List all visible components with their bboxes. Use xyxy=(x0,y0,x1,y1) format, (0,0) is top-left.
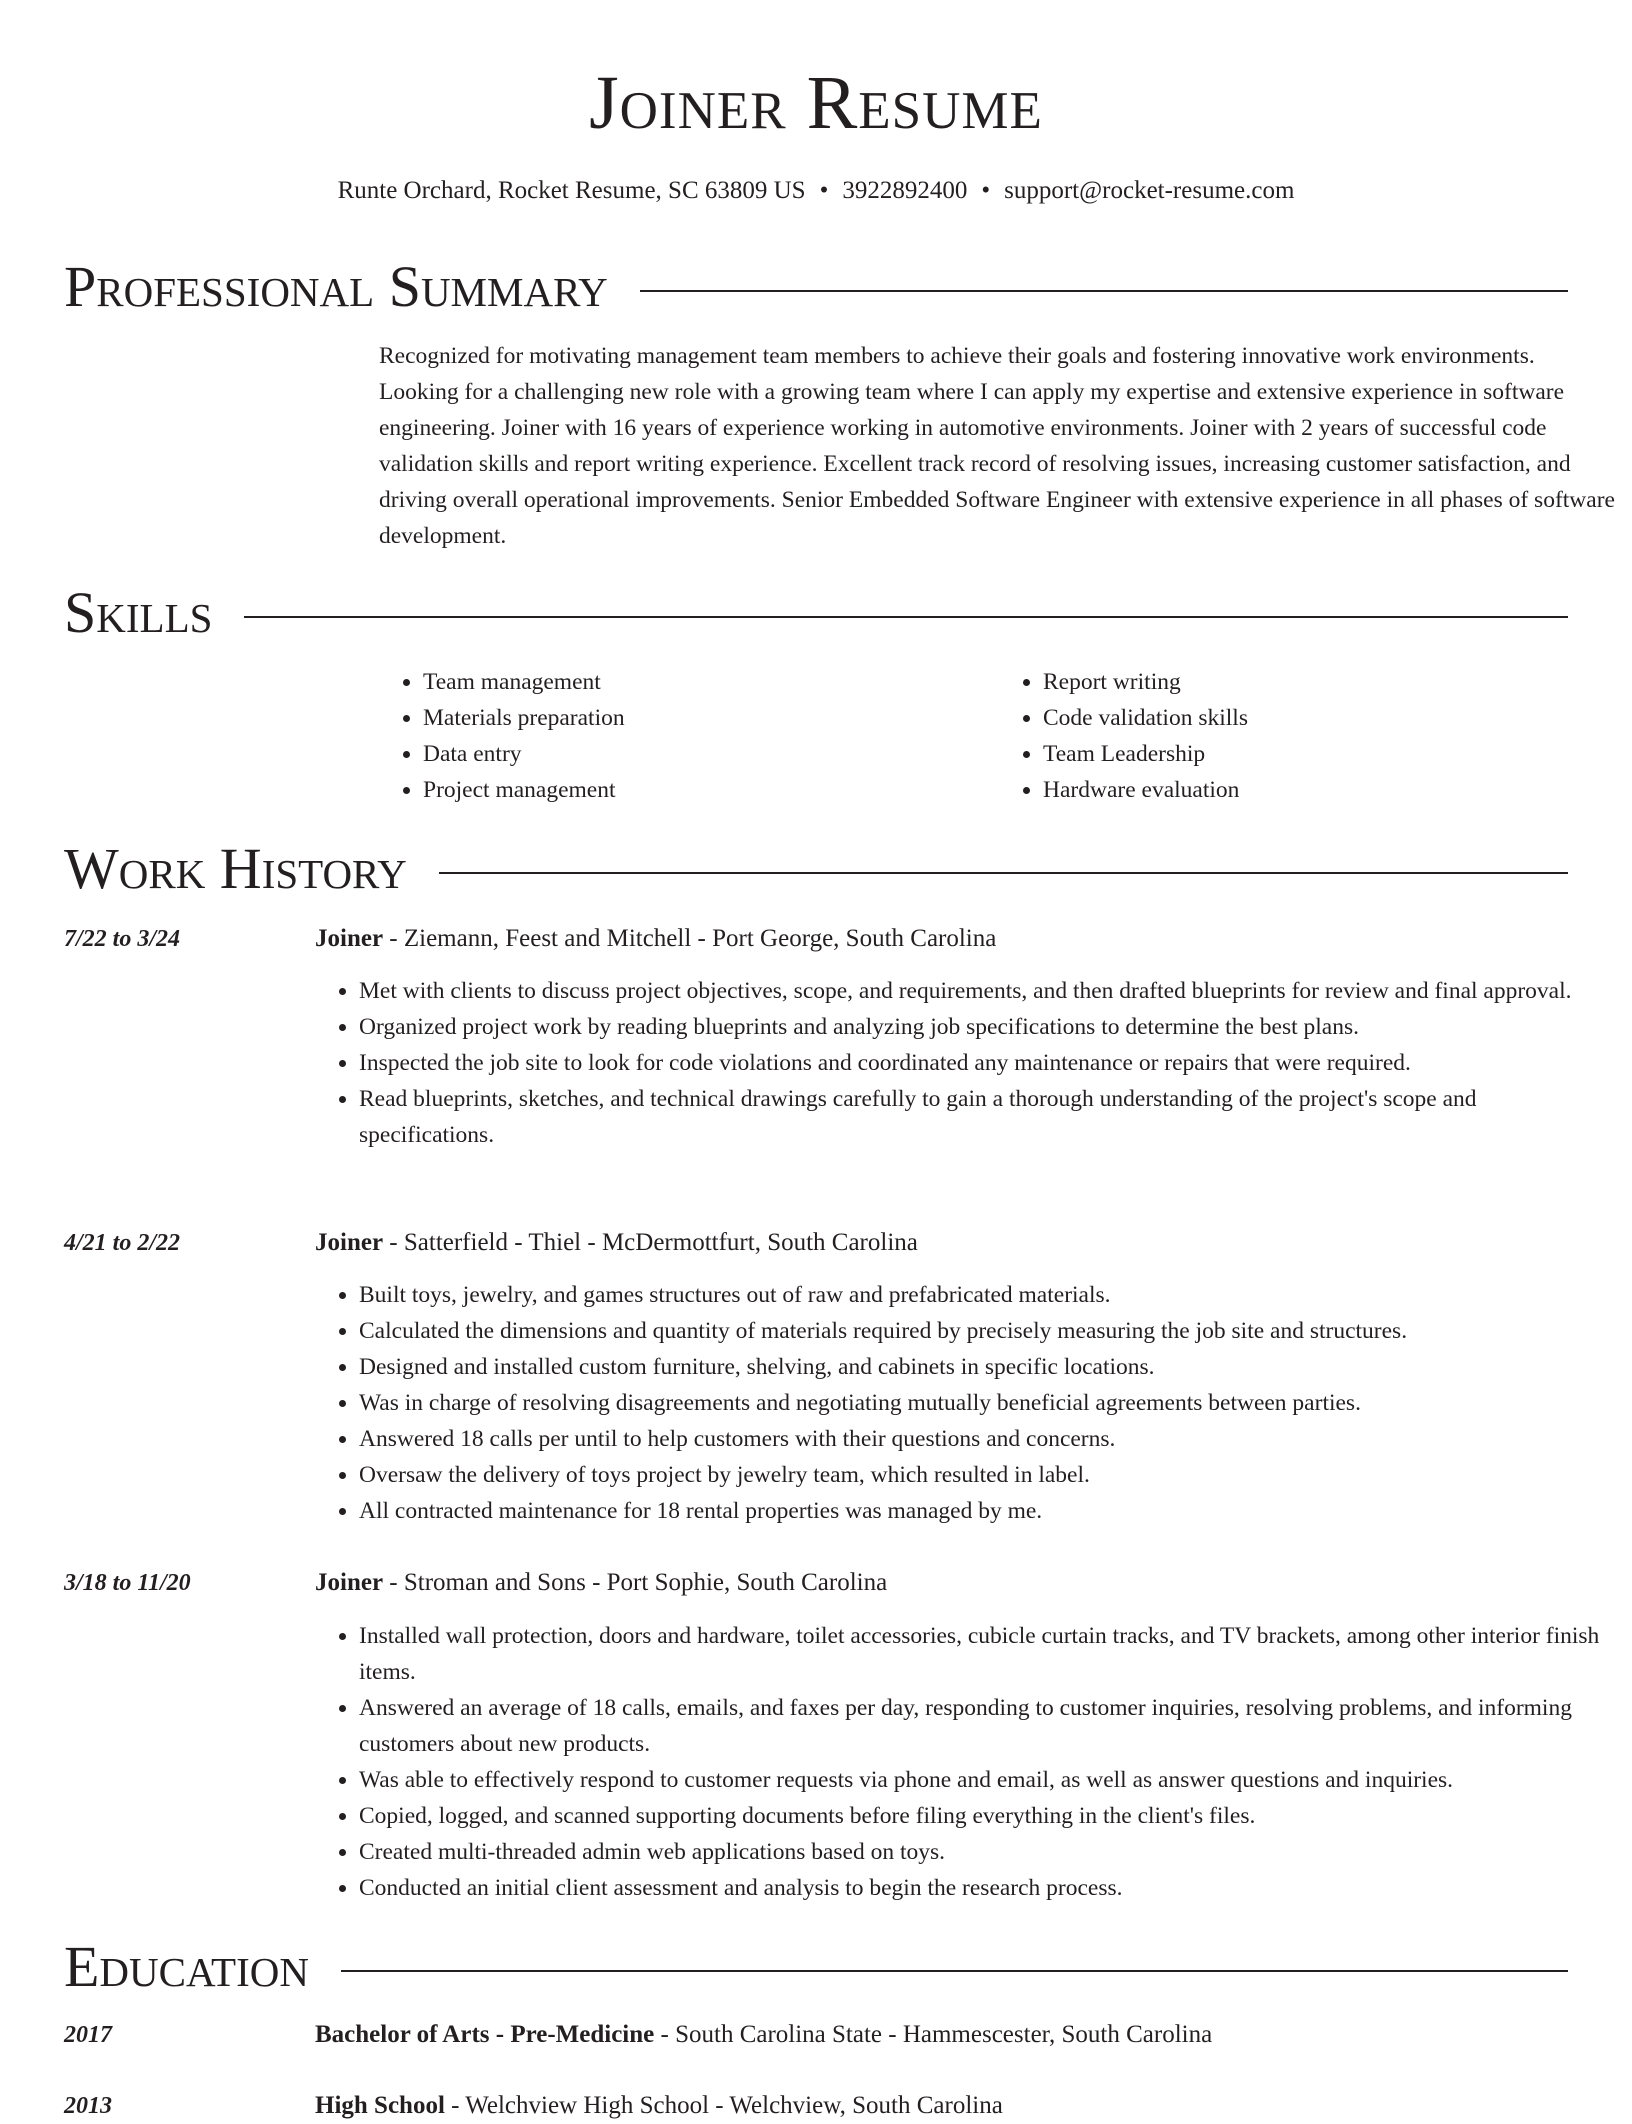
job-header xyxy=(315,921,996,957)
education-details: - South Carolina State - Hammescester, South Carolina xyxy=(654,2021,1213,2048)
skill-item: • Report writing xyxy=(1043,664,1619,700)
job-bullets xyxy=(315,1277,1612,1529)
job-bullet: • Copied, logged, and scanned supporting documents before filing everything in the client's files. xyxy=(359,1798,1612,1834)
job-details: - Ziemann, Feest and Mitchell - Port George, South Carolina xyxy=(383,925,997,952)
section-divider xyxy=(244,616,1568,618)
skills-body xyxy=(379,664,1619,808)
skill-item: • Code validation skills xyxy=(1043,700,1619,736)
skill-item: • Hardware evaluation xyxy=(1043,772,1619,808)
skills-list-right xyxy=(999,664,1619,808)
job-bullet: • All contracted maintenance for 18 rental properties was managed by me. xyxy=(359,1493,1612,1529)
education-details: - Welchview High School - Welchview, South Carolina xyxy=(444,2092,1003,2119)
summary-section xyxy=(64,252,1615,549)
section-divider xyxy=(439,872,1568,874)
education-header xyxy=(315,2088,1003,2124)
job-bullet: • Met with clients to discuss project objectives, scope, and requirements, and then drafted blueprints for review and final approval. xyxy=(359,973,1612,1009)
skill-item: • Data entry xyxy=(423,736,999,772)
job-bullets xyxy=(315,1618,1612,1906)
job-bullet: • Organized project work by reading blueprints and analyzing job specifications to determine the best plans. xyxy=(359,1009,1612,1045)
summary-body xyxy=(379,338,1619,554)
job-bullet: • Inspected the job site to look for code violations and coordinated any maintenance or repairs that were required. xyxy=(359,1045,1612,1081)
job-bullet: • Built toys, jewelry, and games structures out of raw and prefabricated materials. xyxy=(359,1277,1612,1313)
job-bullet: • Was able to effectively respond to customer requests via phone and email, as well as answer questions and inquiries. xyxy=(359,1762,1612,1798)
contact-line xyxy=(0,176,1632,206)
section-title: Skills xyxy=(64,580,213,645)
job-dates: 3/18 to 11/20 xyxy=(64,1570,191,1596)
education-year: 2013 xyxy=(64,2093,112,2119)
job-details: - Satterfield - Thiel - McDermottfurt, South Carolina xyxy=(383,1229,918,1256)
skills-heading xyxy=(64,578,1568,648)
job-header xyxy=(315,1565,887,1601)
job-bullet: • Read blueprints, sketches, and technical drawings carefully to gain a thorough understanding of the project's scope and specifications. xyxy=(359,1081,1612,1153)
job-bullet: • Designed and installed custom furniture, shelving, and cabinets in specific locations. xyxy=(359,1349,1612,1385)
section-divider xyxy=(640,290,1568,292)
contact-phone: 3922892400 xyxy=(842,177,968,204)
skill-item: • Team management xyxy=(423,664,999,700)
summary-heading xyxy=(64,252,1568,322)
contact-separator: • xyxy=(981,177,991,204)
job-role: Joiner xyxy=(315,1569,384,1596)
work-heading xyxy=(64,834,1568,904)
job-role: Joiner xyxy=(315,1229,384,1256)
section-title: Work History xyxy=(64,836,407,901)
skill-item: • Project management xyxy=(423,772,999,808)
job-bullet: • Installed wall protection, doors and hardware, toilet accessories, cubicle curtain tracks, and TV brackets, among other interior finish items. xyxy=(359,1618,1612,1690)
work-section xyxy=(64,834,1600,1901)
skill-item: • Materials preparation xyxy=(423,700,999,736)
job-header xyxy=(315,1225,918,1261)
job-bullet: • Answered 18 calls per until to help customers with their questions and concerns. xyxy=(359,1421,1612,1457)
education-section xyxy=(64,1932,1568,2119)
education-degree: High School xyxy=(315,2092,445,2119)
job-bullet: • Was in charge of resolving disagreements and negotiating mutually beneficial agreements between parties. xyxy=(359,1385,1612,1421)
skills-list-left xyxy=(379,664,999,808)
job-bullet: • Created multi-threaded admin web applications based on toys. xyxy=(359,1834,1612,1870)
education-year: 2017 xyxy=(64,2022,112,2048)
skill-item: • Team Leadership xyxy=(1043,736,1619,772)
job-details: - Stroman and Sons - Port Sophie, South Carolina xyxy=(383,1569,888,1596)
education-heading xyxy=(64,1932,1568,2002)
job-bullet: • Calculated the dimensions and quantity of materials required by precisely measuring the job site and structures. xyxy=(359,1313,1612,1349)
skills-columns xyxy=(379,664,1619,808)
job-role: Joiner xyxy=(315,925,384,952)
job-bullet: • Oversaw the delivery of toys project by jewelry team, which resulted in label. xyxy=(359,1457,1612,1493)
summary-text: Recognized for motivating management team members to achieve their goals and fostering innovative work environments. Looking for a challenging new role with a growing team where I can apply my expertise and extensive experience in software engineering. Joiner with 16 years of experience working in automotive environments. Joiner with 2 years of successful code validation skills and report writing experience. Excellent track record of resolving issues, increasing customer satisfaction, and driving overall operational improvements. Senior Embedded Software Engineer with extensive experience in all phases of software development. xyxy=(379,343,1615,549)
contact-separator: • xyxy=(819,177,829,204)
contact-address: Runte Orchard, Rocket Resume, SC 63809 US xyxy=(337,177,806,204)
skills-section xyxy=(64,578,1568,803)
education-header xyxy=(315,2017,1212,2053)
education-degree: Bachelor of Arts - Pre-Medicine xyxy=(315,2021,655,2048)
resume-title: Joiner Resume xyxy=(589,61,1043,145)
job-dates: 4/21 to 2/22 xyxy=(64,1230,181,1256)
job-bullet: • Answered an average of 18 calls, emails, and faxes per day, responding to customer inquiries, resolving problems, and informing customers about new products. xyxy=(359,1690,1612,1762)
section-title: Professional Summary xyxy=(64,254,608,319)
job-dates: 7/22 to 3/24 xyxy=(64,926,181,952)
job-bullets xyxy=(315,973,1612,1153)
job-bullet: • Conducted an initial client assessment and analysis to begin the research process. xyxy=(359,1870,1612,1906)
section-title: Education xyxy=(64,1934,309,1999)
section-divider xyxy=(341,1970,1568,1972)
contact-email: support@rocket-resume.com xyxy=(1004,177,1295,204)
